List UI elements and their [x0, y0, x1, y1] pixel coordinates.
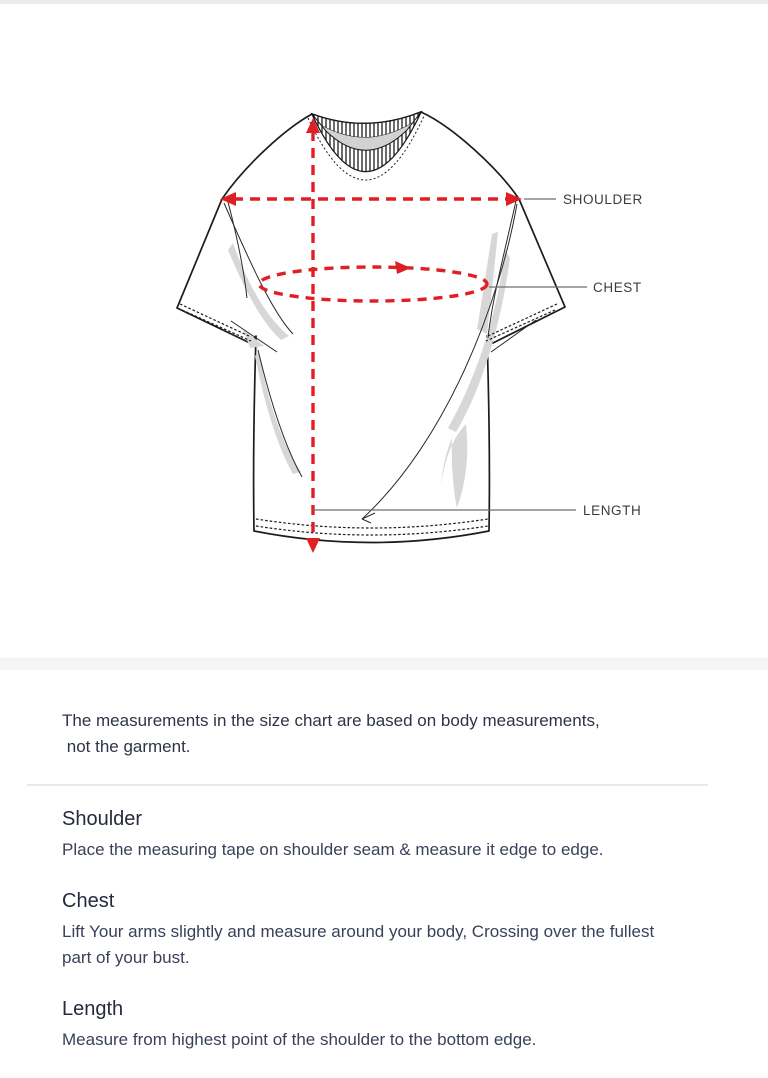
- shoulder-description: Place the measuring tape on shoulder seam & measure it edge to edge.: [62, 840, 604, 859]
- length-description: Measure from highest point of the shoulder to the bottom edge.: [62, 1030, 537, 1049]
- shoulder-label: SHOULDER: [563, 192, 643, 207]
- measurement-instructions: [62, 806, 684, 1078]
- length-heading: Length: [62, 998, 124, 1020]
- chest-label: CHEST: [593, 280, 642, 295]
- section-separator-bar: [0, 658, 768, 670]
- shoulder-section: [62, 806, 684, 863]
- note-line-1: The measurements in the size chart are based on body measurements,: [62, 711, 600, 730]
- shoulder-heading: Shoulder: [62, 808, 143, 830]
- size-chart-note: [62, 708, 692, 760]
- length-label: LENGTH: [583, 503, 642, 518]
- chest-description: Lift Your arms slightly and measure around your body, Crossing over the fullest part of your bust.: [62, 922, 655, 967]
- chest-section: [62, 888, 684, 971]
- chest-heading: Chest: [62, 890, 115, 912]
- divider-line: [27, 784, 708, 786]
- length-section: [62, 996, 684, 1053]
- note-line-2: not the garment.: [62, 737, 191, 756]
